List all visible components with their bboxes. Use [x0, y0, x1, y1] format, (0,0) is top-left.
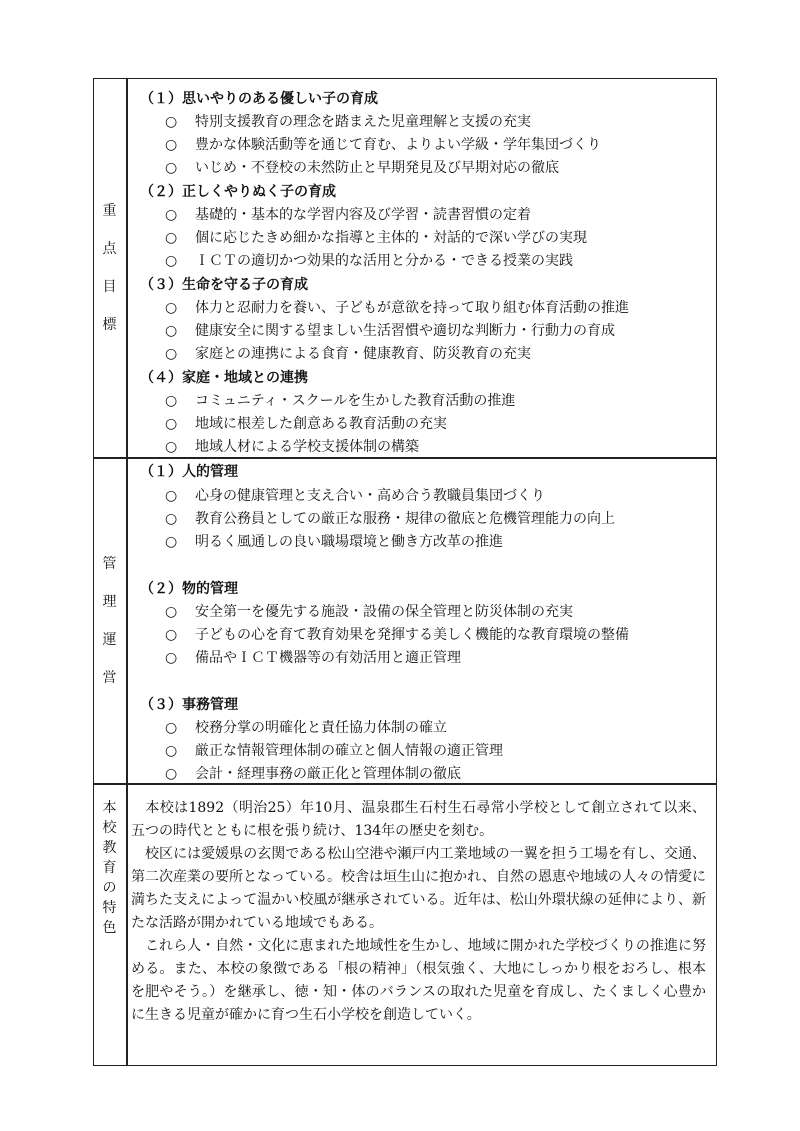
- list-item: ○ 特別支援教育の理念を踏まえた児童理解と支援の充実: [165, 114, 531, 130]
- list-item: ○ 安全第一を優先する施設・設備の保全管理と防災体制の充実: [165, 604, 573, 620]
- list-item: ○ 豊かな体験活動等を通じて育む、よりよい学級・学年集団づくり: [165, 137, 601, 153]
- label-honko-kyoiku-no-tokushoku: 本 校 教 育 の 特 色: [102, 800, 117, 936]
- section-heading: （３）事務管理: [140, 697, 238, 713]
- label-juten-mokuhyo: 重 点 目 標: [102, 202, 117, 333]
- label-kanri-unei: 管 理 運 営: [102, 555, 117, 686]
- section-heading: （１）思いやりのある優しい子の育成: [140, 91, 378, 107]
- list-item: ○ 基礎的・基本的な学習内容及び学習・読書習慣の定着: [165, 207, 531, 223]
- paragraph: これら人・自然・文化に恵まれた地域性を生かし、地域に開かれた学校づくりの推進に努める。また、本校の象徴である「根の精神」（根気強く、大地にしっかり根をおろし、根本を肥やそう。）を継承し、徳・知・体のバランスの取れた児童を育成し、たくましく心豊かに生きる児童が確かに育つ生石小学校を創造していく。: [131, 938, 706, 1023]
- list-item: ○ 個に応じたきめ細かな指導と主体的・対話的で深い学びの実現: [165, 230, 587, 246]
- list-item: ○ 健康安全に関する望ましい生活習慣や適切な判断力・行動力の育成: [165, 323, 615, 339]
- list-item: ○ 家庭との連携による食育・健康教育、防災教育の充実: [165, 346, 531, 362]
- list-item: ○ 体力と忍耐力を養い、子どもが意欲を持って取り組む体育活動の推進: [165, 300, 629, 316]
- section-heading: （１）人的管理: [140, 464, 238, 480]
- list-item: ○ 子どもの心を育て教育効果を発揮する美しく機能的な教育環境の整備: [165, 627, 629, 643]
- list-item: ○ 厳正な情報管理体制の確立と個人情報の適正管理: [165, 743, 503, 759]
- section-heading: （４）家庭・地域との連携: [140, 370, 308, 386]
- list-item: ○ 地域に根差した創意ある教育活動の充実: [165, 416, 447, 432]
- column-divider: [126, 78, 128, 1066]
- paragraph: 本校は1892（明治25）年10月、温泉郡生石村生石尋常小学校として創立されて以来、五つの時代とともに根を張り続け、134年の歴史を刻む。: [131, 800, 706, 839]
- list-item: ○ 会計・経理事務の厳正化と管理体制の徹底: [165, 766, 461, 782]
- list-item: ○ 心身の健康管理と支え合い・高め合う教職員集団づくり: [165, 488, 545, 504]
- list-item: ○ 校務分掌の明確化と責任協力体制の確立: [165, 720, 447, 736]
- list-item: ○ コミュニティ・スクールを生かした教育活動の推進: [165, 393, 516, 409]
- row-divider-2: [93, 783, 717, 785]
- list-item: ○ 備品やＩＣＴ機器等の有効活用と適正管理: [165, 650, 461, 666]
- school-characteristics-text: [131, 797, 706, 1027]
- row-divider-1: [93, 457, 717, 459]
- section-heading: （２）正しくやりぬく子の育成: [140, 184, 336, 200]
- section-heading: （２）物的管理: [140, 581, 238, 597]
- paragraph: 校区には愛媛県の玄関である松山空港や瀬戸内工業地域の一翼を担う工場を有し、交通、第二次産業の要所となっている。校舎は垣生山に抱かれ、自然の恩恵や地域の人々の情愛に満ちた支えによって温かい校風が継承されている。近年は、松山外環状線の延伸により、新たな活路が開かれている地域でもある。: [131, 846, 706, 931]
- list-item: ○ 明るく風通しの良い職場環境と働き方改革の推進: [165, 534, 503, 550]
- list-item: ○ 教育公務員としての厳正な服務・規律の徹底と危機管理能力の向上: [165, 511, 615, 527]
- list-item: ○ いじめ・不登校の未然防止と早期発見及び早期対応の徹底: [165, 160, 559, 176]
- section-heading: （３）生命を守る子の育成: [140, 277, 308, 293]
- list-item: ○ 地域人材による学校支援体制の構築: [165, 439, 419, 455]
- list-item: ○ ＩＣＴの適切かつ効果的な活用と分かる・できる授業の実践: [165, 253, 573, 269]
